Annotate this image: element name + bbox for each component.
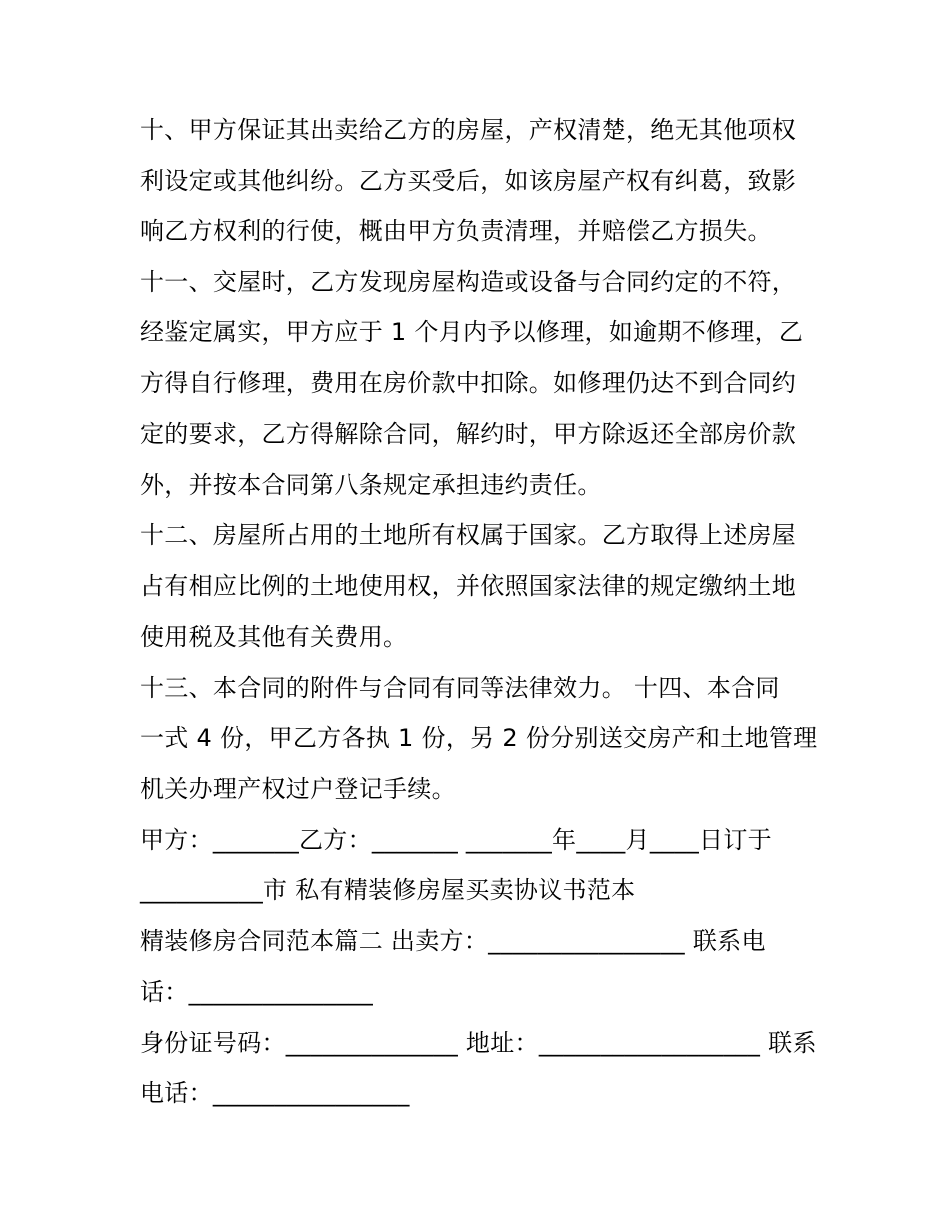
text-line: __________市 私有精装修房屋买卖协议书范本 <box>140 876 636 904</box>
text-line: 方得自行修理，费用在房价款中扣除。如修理仍达不到合同约 <box>140 369 797 397</box>
text-line: 十一、交屋时，乙方发现房屋构造或设备与合同约定的不符， <box>140 268 797 296</box>
text-line: 响乙方权利的行使，概由甲方负责清理，并赔偿乙方损失。 <box>140 217 772 245</box>
text-line: 定的要求，乙方得解除合同，解约时，甲方除返还全部房价款 <box>140 420 797 448</box>
text-line: 经鉴定属实，甲方应于 1 个月内予以修理，如逾期不修理，乙 <box>140 318 804 346</box>
text-line: 外，并按本合同第八条规定承担违约责任。 <box>140 471 602 499</box>
text-line: 甲方：_______乙方：_______ _______年____月____日订于 <box>140 826 772 854</box>
text-line: 电话：________________ <box>140 1079 410 1107</box>
text-line: 精装修房合同范本篇二 出卖方：________________ 联系电 <box>140 927 766 955</box>
text-line: 占有相应比例的土地使用权，并依照国家法律的规定缴纳土地 <box>140 572 797 600</box>
text-line: 十二、房屋所占用的土地所有权属于国家。乙方取得上述房屋 <box>140 521 797 549</box>
text-line: 使用税及其他有关费用。 <box>140 623 408 651</box>
text-line: 十、甲方保证其出卖给乙方的房屋，产权清楚，绝无其他项权 <box>140 116 797 144</box>
text-line: 身份证号码：______________ 地址：__________________ 联系 <box>140 1029 817 1057</box>
text-line: 十三、本合同的附件与合同有同等法律效力。 十四、本合同 <box>140 674 780 702</box>
text-line: 话：_______________ <box>140 978 374 1006</box>
text-line: 机关办理产权过户登记手续。 <box>140 775 456 803</box>
text-line: 利设定或其他纠纷。乙方买受后，如该房屋产权有纠葛，致影 <box>140 167 797 195</box>
text-line: 一式 4 份，甲乙方各执 1 份，另 2 份分别送交房产和土地管理 <box>140 724 818 752</box>
